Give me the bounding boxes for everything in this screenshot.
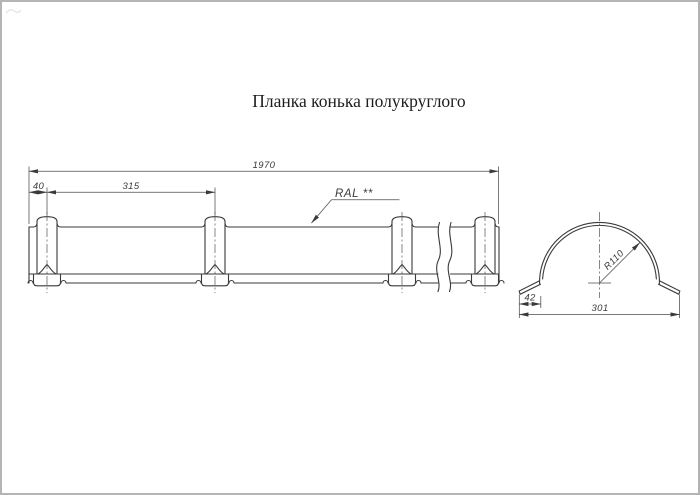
corner-artifact (6, 10, 21, 13)
dim-crimp-pitch (47, 181, 215, 192)
dim-overall-width (519, 303, 679, 315)
dim-total-length-label: 1970 (252, 160, 276, 171)
radius-dimension (600, 243, 640, 283)
dim-flange-width (519, 293, 541, 305)
section-flange-right (659, 281, 680, 295)
dim-crimp-pitch-label: 315 (122, 181, 140, 192)
dim-flange-width-label: 42 (524, 292, 536, 304)
dim-edge-offset-label: 40 (32, 181, 45, 192)
extension-line (29, 167, 499, 225)
dim-total-length (29, 160, 499, 171)
coating-leader-line (312, 200, 332, 223)
coating-callout (312, 188, 400, 223)
section-view (519, 212, 680, 318)
radius-label: R110 (601, 247, 627, 273)
coating-label: RAL ** (335, 188, 373, 200)
dim-overall-width-label: 301 (591, 303, 609, 314)
break-line (437, 223, 441, 292)
front-view (28, 160, 504, 293)
break-line (448, 223, 452, 292)
dim-edge-offset (29, 181, 47, 192)
drawing-title: Планка конька полукруглого (252, 91, 466, 111)
technical-drawing-canvas (2, 2, 700, 495)
